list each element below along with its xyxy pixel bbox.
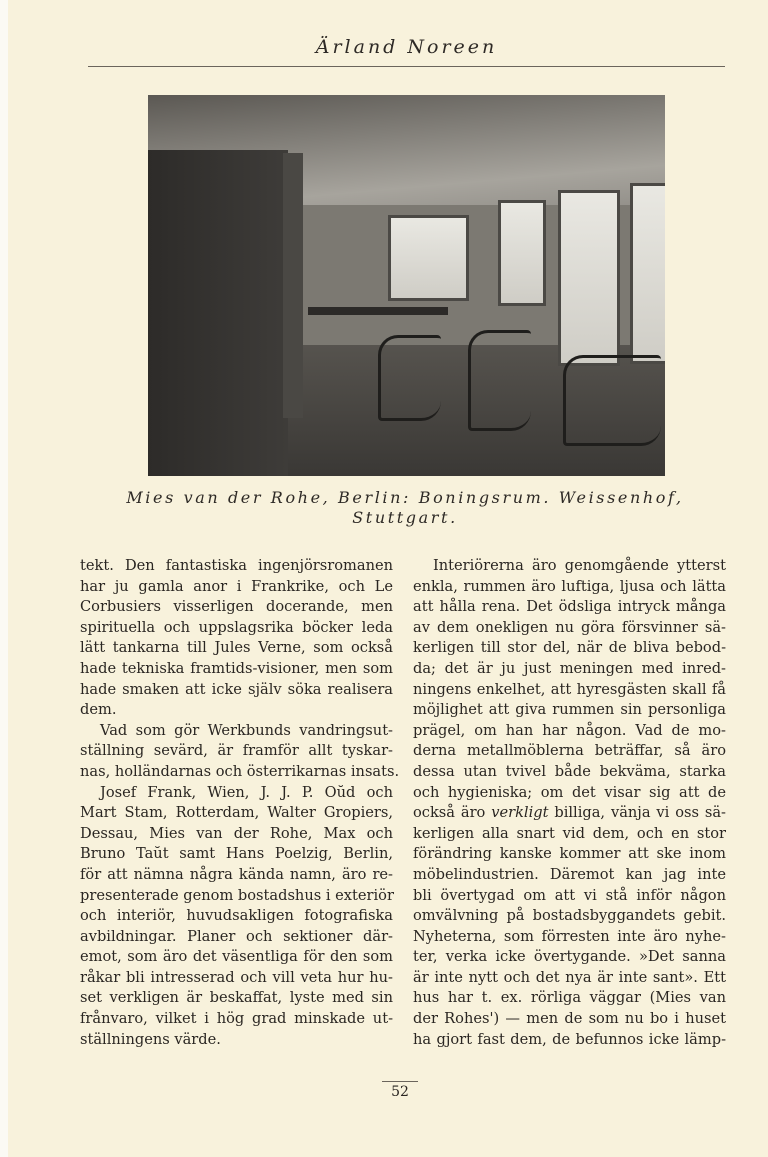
folio-rule (382, 1081, 418, 1082)
caption-line: Mies van der Rohe, Berlin: Boningsrum. Weissenhof, (126, 488, 684, 507)
text-line: kerligen till stor del, när de bliva bebod- (413, 639, 726, 657)
text-line: nas, holländarnas och österrikarnas insats. (80, 762, 400, 780)
page-number: 52 (391, 1084, 409, 1100)
text-line: ter, verka icke övertygande. »Det sanna (413, 948, 726, 966)
text-line: omvälvning på bostadsbyggandets gebit. (413, 907, 726, 925)
text-line: förändring kanske kommer att ske inom (413, 845, 726, 863)
photo-window (388, 215, 469, 301)
text-line: dessa utan tvivel både bekväma, starka (413, 762, 726, 780)
page-edge (0, 0, 8, 1157)
text-line: der Rohes') — men de som nu bo i huset (413, 1010, 726, 1028)
text-line: Nyheterna, som förresten inte äro nyhe- (413, 927, 726, 945)
text-line: dem. (80, 701, 117, 719)
text-line: möjlighet att giva rummen sin personliga (413, 701, 726, 719)
text-line: avbildningar. Planer och sektioner där- (80, 927, 393, 945)
interior-photograph (148, 95, 665, 476)
text-line: hade tekniska framtids-visioner, men som (80, 659, 393, 677)
photo-chair (378, 335, 441, 421)
left-column (80, 556, 400, 1050)
text-line: för att nämna några kända namn, äro re- (80, 865, 393, 883)
photo-window (498, 200, 546, 306)
text-line: ha gjort fast dem, de befunnos icke lämp- (413, 1030, 726, 1048)
text-line: Josef Frank, Wien, J. J. P. Oŭd och (100, 783, 393, 801)
header-rule (88, 66, 725, 67)
photo-window (630, 183, 665, 364)
text-line: ningens enkelhet, att hyresgästen skall få (413, 680, 726, 698)
text-line: råkar bli intresserad och vill veta hur hu- (80, 968, 393, 986)
text-line: emot, som äro det väsentliga för den som (80, 948, 393, 966)
text-line: och hygieniska; om det visar sig att de (413, 783, 726, 801)
text-line: kerligen alla snart vid dem, och en stor (413, 824, 726, 842)
caption-line: Stuttgart. (352, 508, 458, 527)
text-line: prägel, om han har någon. Vad de mo- (413, 721, 726, 739)
text-line: bli övertygad om att vi stå inför någon (413, 886, 726, 904)
running-head: Ärland Noreen (315, 36, 498, 58)
text-line: Bruno Taŭt samt Hans Poelzig, Berlin, (80, 845, 393, 863)
text-line: och interiör, huvudsakligen fotografiska (80, 907, 393, 925)
text-line: presenterade genom bostadshus i exteriör (80, 886, 394, 904)
text-line: av dem onekligen nu göra försvinner sä- (413, 618, 726, 636)
text-line: hus har t. ex. rörliga väggar (Mies van (413, 989, 726, 1007)
text-line: da; det är ju just meningen med inred- (413, 659, 726, 677)
text-line: set verkligen är beskaffat, lyste med sin (80, 989, 393, 1007)
text-line: ställningens värde. (80, 1030, 221, 1048)
photo-door-frame (283, 153, 303, 418)
photo-window (558, 190, 620, 366)
text-line: ställning sevärd, är framför allt tyskar- (80, 742, 393, 760)
text-line: är inte nytt och det nya är inte sant». Ett (413, 968, 726, 986)
text-line: tekt. Den fantastiska ingenjörsromanen (80, 557, 393, 574)
text-line: frånvaro, vilket i hög grad minskade ut- (80, 1010, 393, 1028)
text-line: också äro verkligt billiga, vänja vi oss sä- (413, 804, 726, 822)
text-line: att hålla rena. Det ödsliga intryck många (413, 598, 726, 616)
right-column (413, 556, 726, 1050)
text-line: Corbusiers visserligen docerande, men (80, 598, 393, 616)
text-line: derna metallmöblerna beträffar, så äro (413, 742, 726, 760)
text-line: möbelindustrien. Däremot kan jag inte (413, 865, 726, 883)
photo-door (148, 150, 288, 476)
text-line: spirituella och uppslagsrika böcker leda (80, 618, 393, 636)
text-line: enkla, rummen äro luftiga, ljusa och lätta (413, 577, 726, 595)
emphasis: verkligt (491, 804, 549, 822)
text-line: hade smaken att icke själv söka realisera (80, 680, 393, 698)
figure-caption (100, 488, 710, 528)
text-line: lätt tankarna till Jules Verne, som också (80, 639, 393, 657)
text-line: har ju gamla anor i Frankrike, och Le (80, 577, 393, 595)
text-line: Dessau, Mies van der Rohe, Max och (80, 824, 393, 842)
text-line: Interiörerna äro genomgående ytterst (433, 557, 726, 574)
text-line: Vad som gör Werkbunds vandringsut- (100, 721, 393, 739)
photo-table (308, 307, 448, 315)
photo-chair (563, 355, 661, 446)
photo-chair (468, 330, 531, 431)
text-line: Mart Stam, Rotterdam, Walter Gropiers, (80, 804, 393, 822)
